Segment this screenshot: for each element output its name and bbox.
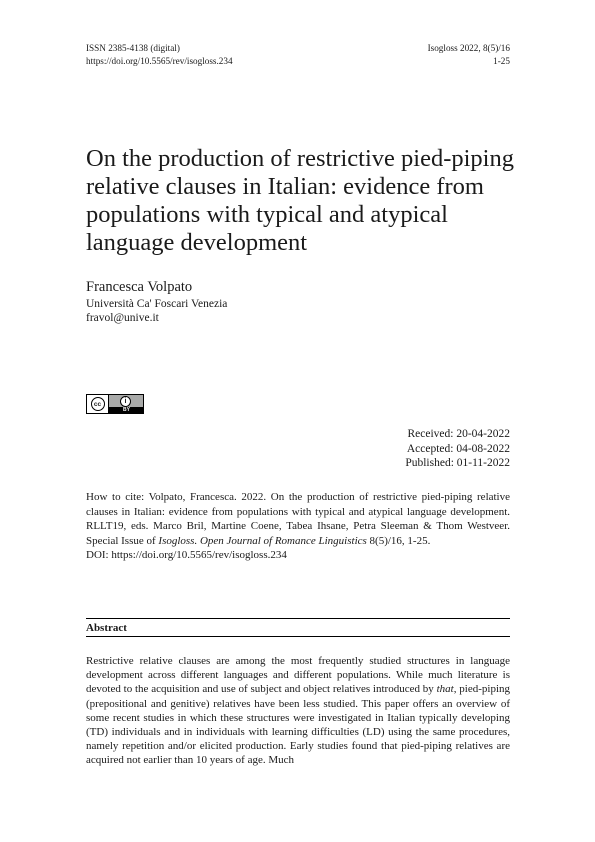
abstract-bottom-rule bbox=[86, 636, 510, 637]
how-to-cite bbox=[86, 490, 510, 563]
author-name: Francesca Volpato bbox=[86, 279, 193, 295]
published-date: Published: 01-11-2022 bbox=[405, 457, 510, 469]
title-line: populations with typical and atypical bbox=[86, 201, 448, 228]
citation-doi-link[interactable]: DOI: https://doi.org/10.5565/rev/isogloss.234 bbox=[86, 549, 287, 561]
citation-text: How to cite: Volpato, Francesca. 2022. On the production of restrictive pied-piping relative clauses in Italian: evidence from populations with typical and atypical language development. RLLT19, eds. Marco Bril, Martine Coene, Tabea Ihsane, Petra Sleeman & Thom Westveer. Special Issue of bbox=[86, 491, 510, 547]
header-doi-link[interactable]: https://doi.org/10.5565/rev/isogloss.234 bbox=[86, 56, 233, 66]
person-icon: i bbox=[120, 396, 131, 407]
journal-issue: Isogloss 2022, 8(5)/16 bbox=[427, 43, 510, 53]
abstract-italic-term: that bbox=[436, 683, 454, 696]
title-line: relative clauses in Italian: evidence from bbox=[86, 173, 484, 200]
cc-by-license-badge[interactable] bbox=[86, 394, 144, 414]
by-icon-panel bbox=[109, 395, 143, 413]
abstract-body bbox=[86, 654, 510, 768]
author-affiliation-block bbox=[86, 297, 227, 325]
title-line: On the production of restrictive pied-piping bbox=[86, 145, 514, 172]
article-title bbox=[86, 145, 526, 257]
running-header-right bbox=[428, 42, 510, 68]
citation-volume: 8(5)/16, 1-25. bbox=[366, 534, 431, 547]
cc-icon: cc bbox=[91, 397, 105, 411]
received-date: Received: 20-04-2022 bbox=[407, 428, 510, 440]
by-label: BY bbox=[123, 407, 130, 413]
title-line: language development bbox=[86, 229, 308, 256]
issn: ISSN 2385-4138 (digital) bbox=[86, 43, 180, 53]
citation-journal: Isogloss. Open Journal of Romance Linguistics bbox=[158, 534, 367, 547]
running-header-left bbox=[86, 42, 233, 68]
abstract-text-cont: , pied-piping (prepositional and genitive) relatives have been less studied. This paper offers an overview of some recent studies in which these structures were investigated in Italian typically developing (TD) individuals and in individuals with learning difficulties (LD) using the same procedures, namely repetition and/or elicited production. Early studies found that pied-piping relatives are acquired not earlier than 10 years of age. Much bbox=[86, 683, 510, 767]
abstract-top-rule bbox=[86, 618, 510, 619]
author-email[interactable]: fravol@unive.it bbox=[86, 312, 159, 324]
accepted-date: Accepted: 04-08-2022 bbox=[406, 442, 510, 455]
abstract-heading: Abstract bbox=[86, 622, 127, 634]
page-range: 1-25 bbox=[493, 56, 510, 66]
abstract-text: Restrictive relative clauses are among the most frequently studied structures in language development across different languages and different populations. While much literature is devoted to the acquisition and use of subject and object relatives introduced by bbox=[86, 655, 510, 696]
publication-dates bbox=[405, 427, 510, 471]
affiliation: Università Ca' Foscari Venezia bbox=[86, 298, 228, 310]
cc-icon-panel bbox=[87, 395, 109, 413]
